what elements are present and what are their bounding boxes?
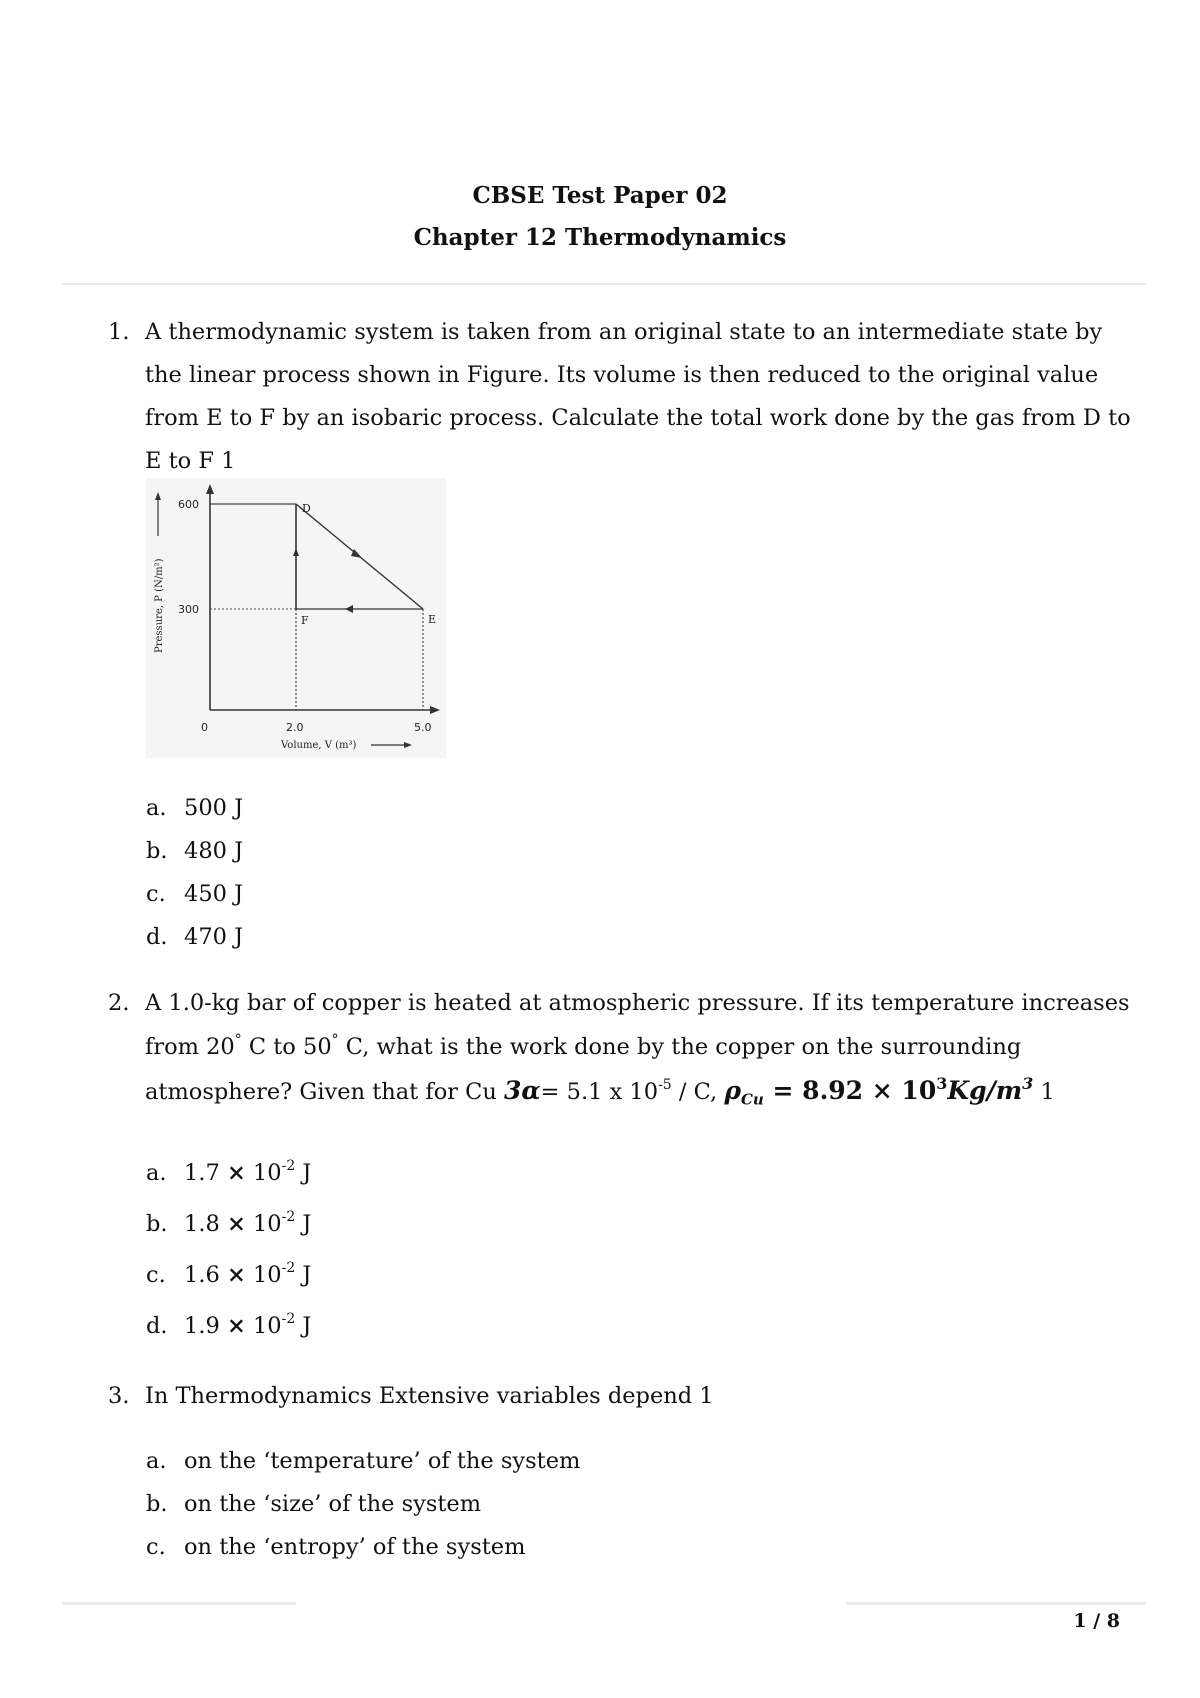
point-f-label: F <box>301 614 309 627</box>
x-tick-0: 0 <box>201 721 208 734</box>
x-tick-5: 5.0 <box>414 721 432 734</box>
page-number: 1 / 8 <box>1073 1610 1120 1632</box>
y-tick-600: 600 <box>178 498 199 511</box>
footer-divider-left <box>62 1602 296 1605</box>
y-tick-300: 300 <box>178 603 199 616</box>
question-2 <box>108 981 1138 1122</box>
question-number: 2. <box>108 990 130 1016</box>
point-d-label: D <box>302 502 311 515</box>
x-axis-label: Volume, V (m³) <box>281 740 357 751</box>
question-3 <box>108 1375 1138 1418</box>
question-number: 3. <box>108 1383 130 1409</box>
question-1 <box>108 311 1138 483</box>
question-number: 1. <box>108 319 130 345</box>
question-text: A 1.0-kg bar of copper is heated at atmospheric pressure. If its temperature increases from 20° C to 50° C, what is the work done by the copper on the surrounding atmosphere? Given that for Cu 3α= 5.1 x $10^{-5}$ / C, $\rho_{Cu} = 8.92 \times 10^3Kg/m^3$ 1 <box>145 990 1130 1109</box>
math-rho: ρ <box>724 1076 741 1105</box>
x-tick-2: 2.0 <box>286 721 304 734</box>
pv-diagram <box>146 478 446 758</box>
chapter-title: Chapter 12 Thermodynamics <box>413 224 787 251</box>
footer-divider-right <box>846 1602 1146 1605</box>
paper-title: CBSE Test Paper 02 <box>472 182 728 209</box>
point-e-label: E <box>428 613 437 626</box>
math-three-alpha: 3α <box>504 1076 541 1105</box>
header-divider <box>62 283 1146 285</box>
y-axis-label: Pressure, P (N/m²) <box>154 558 165 653</box>
page-header <box>0 175 1200 259</box>
question-text: A thermodynamic system is taken from an original state to an intermediate state by the linear process shown in Figure. Its volume is then reduced to the original value from E to F by an isobaric process. Calculate the total work done by the gas from D to E to F 1 <box>145 319 1131 474</box>
question-text: In Thermodynamics Extensive variables depend 1 <box>145 1383 714 1409</box>
